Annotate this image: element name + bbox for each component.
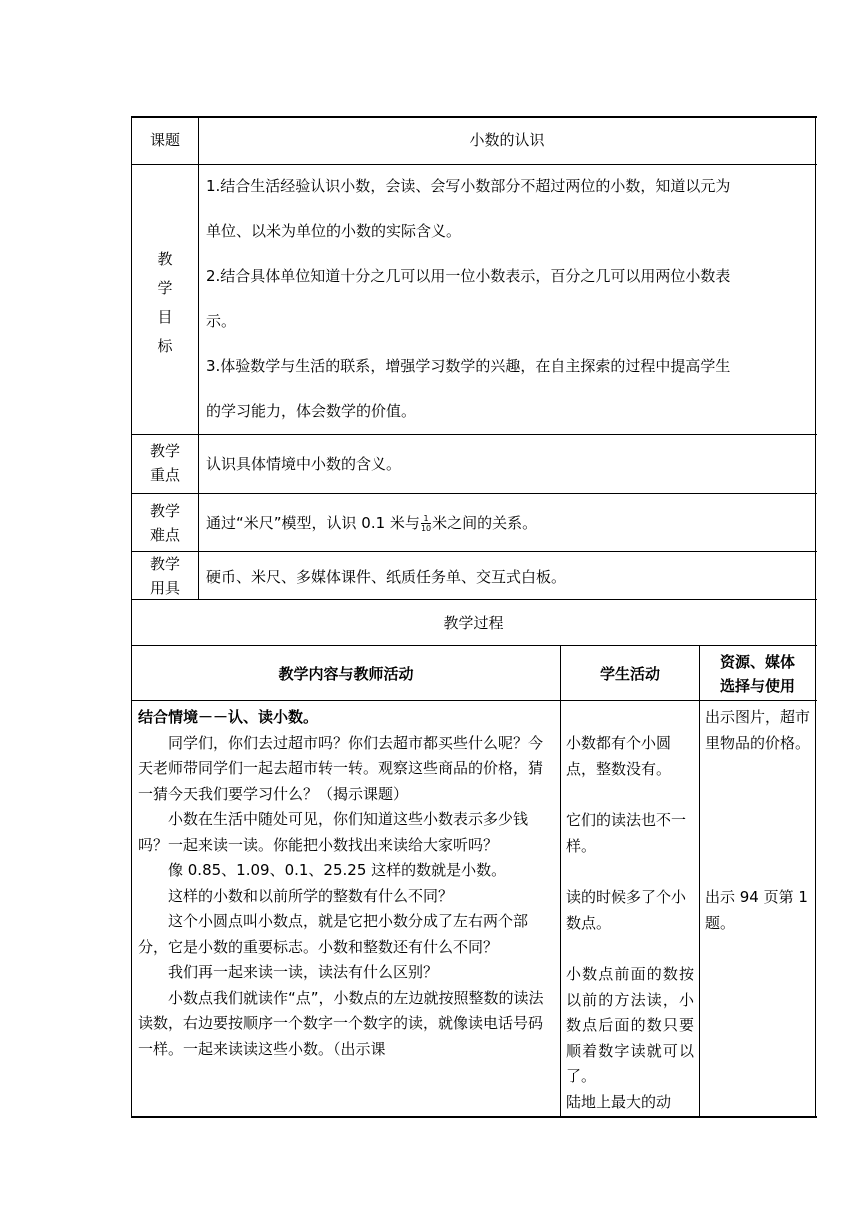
objectives-text	[206, 164, 812, 434]
keypoint-value: 认识具体情境中小数的含义。	[206, 455, 402, 473]
content-heading: 结合情境－－认、读小数。	[138, 708, 319, 726]
difficulty-label-line: 难点	[149, 526, 180, 544]
content-paragraph: 小数点我们就读作“点”，小数点的左边就按照整数的读法读数，右边要按顺序一个数字一个数字的读，就像读电话号码一样。一起来读读这些小数。（出示课	[138, 988, 544, 1058]
difficulty-label	[132, 499, 198, 547]
student-item: 小数都有个小圆点，整数没有。	[566, 734, 672, 778]
difficulty-value	[206, 511, 812, 535]
keypoint-label-line: 教学	[149, 442, 180, 460]
student-item: 读的时候多了个小数点。	[566, 888, 687, 932]
content-column	[138, 705, 556, 1062]
difficulty-text-after: 米之间的关系。	[432, 514, 538, 532]
objective-line: 2.结合具体单位知道十分之几可以用一位小数表示，百分之几可以用两位小数表	[206, 267, 731, 285]
process-title: 教学过程	[443, 614, 504, 632]
content-paragraph: 同学们，你们去过超市吗？你们去超市都买些什么呢？今天老师带同学们一起去超市转一转。观察这些商品的价格，猜一猜今天我们要学习什么？（揭示课题）	[138, 733, 544, 803]
rule-student-col	[560, 645, 561, 1117]
col-header-resources	[700, 650, 815, 698]
tools-label-line: 教学	[149, 555, 180, 573]
student-item: 它们的读法也不一样。	[566, 811, 687, 855]
objective-line: 1.结合生活经验认识小数，会读、会写小数部分不超过两位的小数，知道以元为	[206, 177, 731, 195]
topic-value: 小数的认识	[469, 131, 545, 149]
rule-after-difficulty	[131, 551, 817, 552]
rule-after-objectives	[131, 434, 817, 435]
content-paragraph: 我们再一起来读一读，读法有什么区别？	[168, 963, 439, 981]
rule-after-col-headers	[131, 700, 817, 701]
difficulty-text-before: 通过“米尺”模型，认识 0.1 米与	[206, 514, 420, 532]
objective-line: 的学习能力，体会数学的价值。	[206, 402, 417, 420]
rule-bottom	[131, 1116, 817, 1118]
col-header-content: 教学内容与教师活动	[278, 665, 414, 683]
rule-after-keypoint	[131, 493, 817, 494]
objectives-label-char: 学	[157, 279, 173, 297]
objective-line: 示。	[206, 312, 237, 330]
rule-resource-col	[699, 645, 700, 1117]
student-item: 陆地上最大的动	[566, 1093, 672, 1111]
objective-line: 单位、以米为单位的小数的实际含义。	[206, 222, 462, 240]
difficulty-label-line: 教学	[149, 502, 180, 520]
student-item: 小数点前面的数按以前的方法读，小数点后面的数只要顺着数字读就可以了。	[566, 965, 694, 1085]
objectives-label-char: 标	[157, 337, 173, 355]
content-paragraph: 这个小圆点叫小数点，就是它把小数分成了左右两个部分，它是小数的重要标志。小数和整数还有什么不同？	[138, 912, 529, 956]
col-header-resources-line: 选择与使用	[719, 677, 795, 695]
content-paragraph: 像 0.85、1.09、0.1、25.25 这样的数就是小数。	[168, 861, 507, 879]
content-paragraph: 这样的小数和以前所学的整数有什么不同？	[168, 886, 454, 905]
rule-top	[131, 116, 817, 118]
topic-label: 课题	[149, 131, 180, 149]
tools-label-line: 用具	[149, 579, 180, 597]
resource-item: 出示 94 页第 1 题。	[705, 888, 808, 932]
content-paragraph: 小数在生活中随处可见，你们知道这些小数表示多少钱吗？一起来读一读。你能把小数找出来读给大家听吗？	[138, 810, 529, 854]
objectives-label-char: 目	[157, 308, 173, 326]
rule-after-process-title	[131, 645, 817, 646]
rule-right	[815, 116, 816, 1117]
col-header-resources-line: 资源、媒体	[719, 653, 795, 671]
tools-label	[132, 552, 198, 600]
rule-label-col	[198, 116, 199, 600]
objective-line: 3.体验数学与生活的联系，增强学习数学的兴趣，在自主探索的过程中提高学生	[206, 357, 731, 375]
fraction-denominator: 10	[420, 524, 432, 533]
keypoint-label-line: 重点	[149, 466, 180, 484]
resource-item: 出示图片，超市里物品的价格。	[705, 708, 811, 752]
keypoint-label	[132, 439, 198, 487]
tools-value: 硬币、米尺、多媒体课件、纸质任务单、交互式白板。	[206, 568, 567, 586]
objectives-label-char: 教	[157, 250, 173, 268]
rule-after-tools	[131, 599, 817, 600]
fraction-numerator: 1	[421, 514, 431, 524]
fraction-one-tenth	[421, 514, 431, 533]
objectives-label	[132, 245, 198, 361]
col-header-student: 学生活动	[599, 665, 660, 683]
